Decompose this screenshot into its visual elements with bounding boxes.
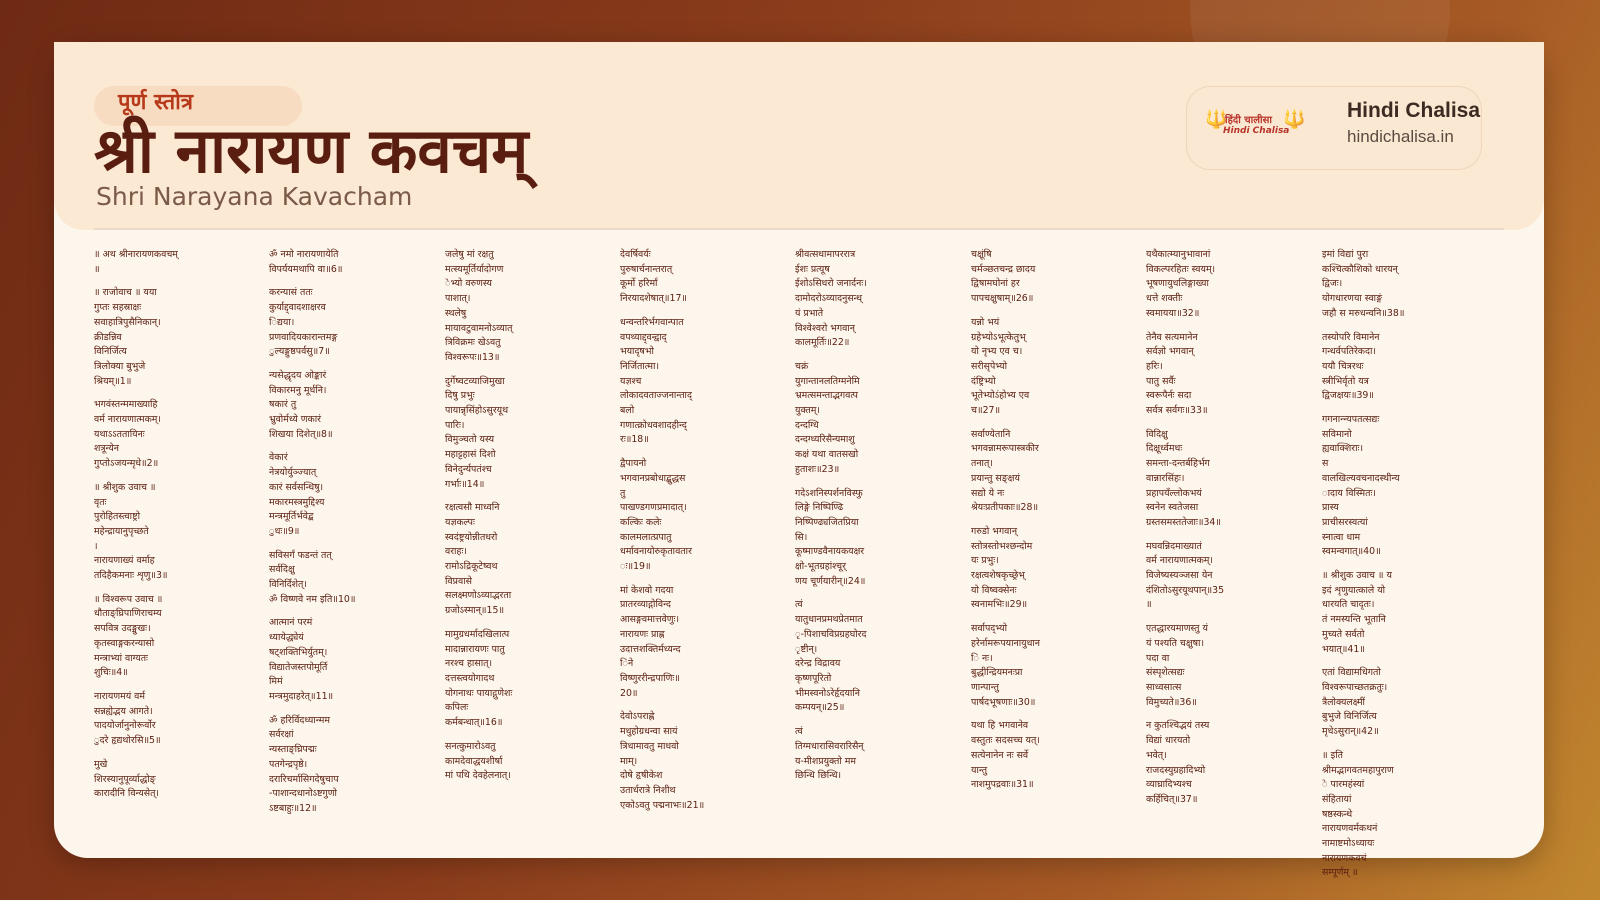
verse-column-8	[1322, 248, 1494, 890]
verse-block: श्रीवत्सधामापररात्र ईशः प्रत्यूष ईशोऽसिधरो जनार्दनः। दामोदरोऽव्यादनुसन्ध् यं प्रभाते विश्वेश्वरो भगवान् कालमूर्तिः॥22॥	[795, 249, 867, 349]
verse-block: नारायणमयं वर्म सन्नह्येद्भय आगते। पादयोर्जानुनोरूर्वोर ुदरे हृद्यथोरसि॥5॥	[94, 690, 161, 747]
verse-block: वेकारं नेत्रयोर्युञ्ज्यात् कारं सर्वसन्धिषु। मकारमस्त्रमुद्दिश्य मन्त्रमूर्तिर्भवेद्ब ुधः॥9॥	[269, 452, 325, 537]
verse-block: न कुतश्चिद्भयं तस्य विद्यां धारयतो भवेत्। राजदस्युग्रहादिभ्यो व्याघ्रादिभ्यश्च कर्हिचित्॥37॥	[1146, 720, 1210, 805]
verse-block: द्वैपायनो भगवानप्रबोधाद्बुद्धस तु पाखण्डगणप्रमादात्। कल्किः कलेः कालमलात्प्रपातु धर्मावनायोरुकृतावतार ः॥19॥	[620, 458, 692, 573]
verse-column-3	[445, 248, 617, 793]
verse-block: ॥ विश्वरूप उवाच ॥ धौताङ्घ्रिपाणिराचम्य सपवित्र उदङ्मुखः। कृतस्वाङ्गकरन्यासो मन्त्राभ्यां वाग्यतः शुचिः॥4॥	[94, 593, 163, 679]
verse-column-5	[795, 248, 967, 793]
verse-block: इमां विद्यां पुरा कश्चित्कौशिको धारयन् द्विजः। योगधारणया स्वाङ्गं जहौ स मरुधन्वनि॥38॥	[1322, 249, 1405, 319]
page-title: श्री नारायण कवचम्	[94, 114, 529, 187]
brand-card[interactable]	[1186, 86, 1482, 170]
verse-block: जलेषु मां रक्षतु मत्स्यमूर्तिर्यादोगण ेभ्यो वरुणस्य पाशात्। स्थलेषु मायावटुवामनोऽव्यात् त्रिविक्रमः खेऽवतु विश्वरूपः॥13॥	[445, 249, 513, 363]
verse-block: यन्नो भयं ग्रहेभ्योऽभूत्केतुभ् यो नृभ्य एव च। सरीसृपेभ्यो दंष्ट्रिभ्यो भूतेभ्योऽंहोभ्य एव च॥27॥	[971, 316, 1030, 417]
verse-block: सनत्कुमारोऽवतु कामदेवाद्धयशीर्षा मां पथि देवहेलनात्।	[445, 740, 511, 782]
verse-column-6	[971, 248, 1143, 802]
verse-block: तस्योपरि विमानेन गन्धर्वपतिरेकदा। ययौ चित्ररथः स्त्रीभिर्वृतो यत्र द्विजक्षयः॥39॥	[1322, 331, 1380, 402]
verse-block: दुर्गेष्वटव्याजिमुखा दिषु प्रभुः पायान्नृसिंहोऽसुरयूथ पारिः। विमुञ्चतो यस्य महाट्टहासं दिशो विनेदुर्न्यपतंश्च गर्भाः॥14॥	[445, 375, 509, 490]
verse-column-7	[1146, 248, 1318, 817]
verse-block: विदिक्षु दिक्षूर्ध्वमधः समन्ता-दन्तर्बहिर्भग वान्नारसिंहः। प्रहापयँल्लोकभयं स्वनेन स्वतेजसा ग्रस्तसमस्ततेजाः॥34॥	[1146, 428, 1221, 528]
verse-block: चक्षूंषि चर्मञ्छतचन्द्र छादय द्विषामघोनां हर पापचक्षुषाम्॥26॥	[971, 249, 1036, 305]
verse-block: ॐ नमो नारायणायेति विपर्ययमथापि वा॥6॥	[269, 249, 343, 275]
verse-block: ॥ श्रीशुक उवाच ॥ य इदं शृणुयात्काले यो धारयति चादृतः। तं नमस्यन्ति भूतानि मुच्यते सर्वतो भयात्॥41॥	[1322, 570, 1392, 655]
verse-block: सर्वाण्येतानि भगवन्नामरूपास्त्रकीर तनात्। प्रयान्तु सङ्क्षयं सद्यो ये नः श्रेयःप्रतीपकाः॥28॥	[971, 428, 1039, 514]
verse-block: चक्रं युगान्तानलतिग्मनेमि भ्रमत्समन्ताद्भगवत्प युक्तम्। दन्दग्धि दन्दग्ध्यरिसैन्यमाशु कक्षं यथा वातसखो हुताशः॥23॥	[795, 360, 860, 475]
verse-block: सर्वापद्भ्यो हरेर्नामरूपयानायुधान ि नः। बुद्धीन्द्रियमनःप्रा णान्पान्तु पार्षदभूषणाः॥30॥	[971, 623, 1040, 708]
verse-block: मघवन्निदमाख्यातं वर्म नारायणात्मकम्। विजेष्यस्यञ्जसा येन दंशितोऽसुरयूथपान्॥35 ॥	[1146, 540, 1225, 611]
kavach-card	[54, 42, 1544, 879]
verse-column-1	[94, 248, 266, 811]
verse-block: मामुग्रधर्मादखिलात्प मादान्नारायणः पातु नरश्च हासात्। दत्तस्त्वयोगादथ योगनाथः पायाद्गुणेशः कपिलः कर्मबन्धात्॥16॥	[445, 628, 513, 729]
verse-block: रक्षत्वसौ माध्वनि यज्ञकल्पः स्वदंष्ट्रयोन्नीतधरो वराहः। रामोऽद्रिकूटेष्वथ विप्रवासे सलक्ष्मणोऽव्याद्भरता ग्रजोऽस्मान्॥15॥	[445, 502, 512, 617]
verse-block: ॥ श्रीशुक उवाच ॥ वृतः पुरोहितस्त्वाष्ट्रो महेन्द्रायानुपृच्छते । नारायणाख्यं वर्माह तदिहैकमनाः शृणु॥3॥	[94, 481, 168, 582]
tag-label: पूर्ण स्तोत्र	[118, 89, 194, 115]
verse-block: ॥ इति श्रीमद्भागवतमहापुराण े पारमहंस्यां संहितायां षष्ठस्कन्धे नारायणवर्मकथनं नामाष्टमोऽध्यायः नारायणकवचं सम्पूर्णम् ॥	[1322, 749, 1394, 879]
verse-block: यथैकात्म्यानुभावानां विकल्परहितः स्वयम्। भूषणायुधलिङ्गाख्या धत्ते शक्तीः स्वमायया॥32॥	[1146, 249, 1216, 319]
verse-block: गदेऽशनिस्पर्शनविस्फु लिङ्गे निष्पिण्ढि निष्पिण्ढ्यजितप्रिया सि। कूष्माण्डवैनायकयक्षर क्षो-भूतग्रहांश्चूर् णय चूर्णयारीन्॥24॥	[795, 487, 866, 587]
verse-block: ॥ अथ श्रीनारायणकवचम् ॥	[94, 249, 178, 275]
verse-block: गरुडो भगवान् स्तोत्रस्तोभश्छन्दोम यः प्रभुः। रक्षत्वशेषकृच्छ्रेभ् यो विष्वक्सेनः स्वनामभिः॥29॥	[971, 525, 1033, 611]
verse-block: एतद्धारयमाणस्तु यं यं पश्यति चक्षुषा। पदा वा संस्पृशेत्सद्यः साध्वसात्स विमुच्यते॥36॥	[1146, 623, 1208, 708]
verse-block: सविसर्गं फडन्तं तत् सर्वदिक्षु विनिर्दिशेत्। ॐ विष्णवे नम इति॥10॥	[269, 549, 356, 605]
verse-column-2	[269, 248, 441, 826]
verse-block: मुखे शिरस्यानुपूर्व्याद्धोङ् कारादीनि विन्यसेत्।	[94, 758, 159, 800]
verse-block: भगवंस्तन्ममाख्याहि वर्म नारायणात्मकम्। यथाऽऽततायिनः शत्रून्येन गुप्तोऽजयन्मृधे॥2॥	[94, 399, 161, 470]
header-band	[54, 42, 1544, 230]
verse-block: त्वं तिग्मधारासिवरारिसैन् य-मीशप्रयुक्तो मम छिन्धि छिन्धि।	[795, 726, 864, 782]
verse-block: त्वं यातुधानप्रमथप्रेतमात ृ-पिशाचविप्रग्रहघोरद ृष्टीन्। दरेन्द्र विद्रावय कृष्णपूरितो भीमस्वनोऽरेर्हृदयानि कम्पयन्॥25॥	[795, 599, 867, 714]
trident-icon: 🔱	[1283, 109, 1306, 130]
verse-block: मां केशवो गदया प्रातरव्याद्गोविन्द आसङ्गवमात्तवेणुः। नारायणः प्राह्ण उदात्तशक्तिर्मध्यन्द िने विष्णुररीन्द्रपाणिः॥ 20॥	[620, 584, 681, 699]
verse-block: देवोऽपराह्णे मधुहोग्रधन्वा सायं त्रिधामावतु माधवो माम्। दोषे हृषीकेश उतार्धरात्रे निशीथ एकोऽवतु पद्मनाभः॥21॥	[620, 711, 705, 811]
verse-block: ॥ राजोवाच ॥ यया गुप्तः सहस्राक्षः सवाहात्रिपुसैनिकान्। क्रीडन्निव विनिर्जित्य त्रिलोक्या बुभुजे श्रियम्॥1॥	[94, 287, 161, 387]
page-subtitle: Shri Narayana Kavacham	[96, 182, 413, 211]
verse-block: आत्मानं परमं ध्यायेद्ध्येयं षट्शक्तिभिर्युतम्। विद्यातेजस्तपोमूर्ति मिमं मन्त्रमुदाहरेत्॥11॥	[269, 617, 334, 702]
brand-logo	[1203, 109, 1306, 147]
verse-block: देवर्षिवर्यः पुरुषार्चनान्तरात् कूर्मो हरिर्मां निरयादशेषात्॥17॥	[620, 249, 688, 305]
verse-block: धन्वन्तरिर्भगवान्पात वपथ्याद्द्वन्द्वाद् भयादृषभो निर्जितात्मा। यज्ञश्च लोकादवताज्जनान्ताद् बलो गणात्क्रोधवशादहीन्द् रः॥18॥	[620, 316, 692, 446]
verse-column-4	[620, 248, 792, 822]
verse-block: यथा हि भगवानेव वस्तुतः सदसच्च यत्। सत्येनानेन नः सर्वे यान्तु नाशमुपद्रवाः॥31॥	[971, 720, 1040, 791]
verse-block: तेनैव सत्यमानेन सर्वज्ञो भगवान् हरिः। पातु सर्वैः स्वरूपैर्नः सदा सर्वत्र सर्वगः॥33॥	[1146, 331, 1208, 417]
trident-icon: 🔱	[1205, 109, 1228, 130]
brand-url[interactable]: hindichalisa.in	[1347, 127, 1454, 146]
verse-block: गगनान्न्यपतत्सद्यः सविमानो ह्यवाक्शिराः। स वालखिल्यवचनादस्थीन्य ादाय विस्मितः। प्रास्य प्राचीसरस्वत्यां स्नात्वा धाम स्वमन्वगात्॥40॥	[1322, 414, 1400, 558]
verse-block: करन्यासं ततः कुर्याद्द्वादशाक्षरव िद्यया। प्रणवादियकारान्तमङ्ग ुल्यङ्गुष्ठपर्वसु॥7॥	[269, 287, 338, 358]
verse-block: ॐ हरिर्विदध्यान्मम सर्वरक्षां न्यस्ताङ्घ्रिपद्मः पतगेन्द्रपृष्ठे। दरारिचर्मासिगदेषुचाप -पाशान्दधानोऽष्टगुणो ऽष्टबाहुः॥12॥	[269, 714, 339, 814]
brand-name: Hindi Chalisa	[1347, 99, 1481, 122]
verse-block: न्यसेद्धृदय ओङ्कारं विकारमनु मूर्धनि। षकारं तु भ्रुवोर्मध्ये णकारं शिखया दिशेत्॥8॥	[269, 369, 333, 440]
verse-block: एतां विद्यामधिगतो विश्वरूपाच्छतक्रतुः। त्रैलोक्यलक्ष्मीं बुभुजे विनिर्जित्य मृधेऽसुरान्॥42॥	[1322, 667, 1388, 738]
divider	[94, 228, 1504, 230]
logo-hindi-text: हिंदी चालीसा	[1225, 115, 1272, 126]
logo-english-text: Hindi Chalisa	[1223, 126, 1290, 136]
